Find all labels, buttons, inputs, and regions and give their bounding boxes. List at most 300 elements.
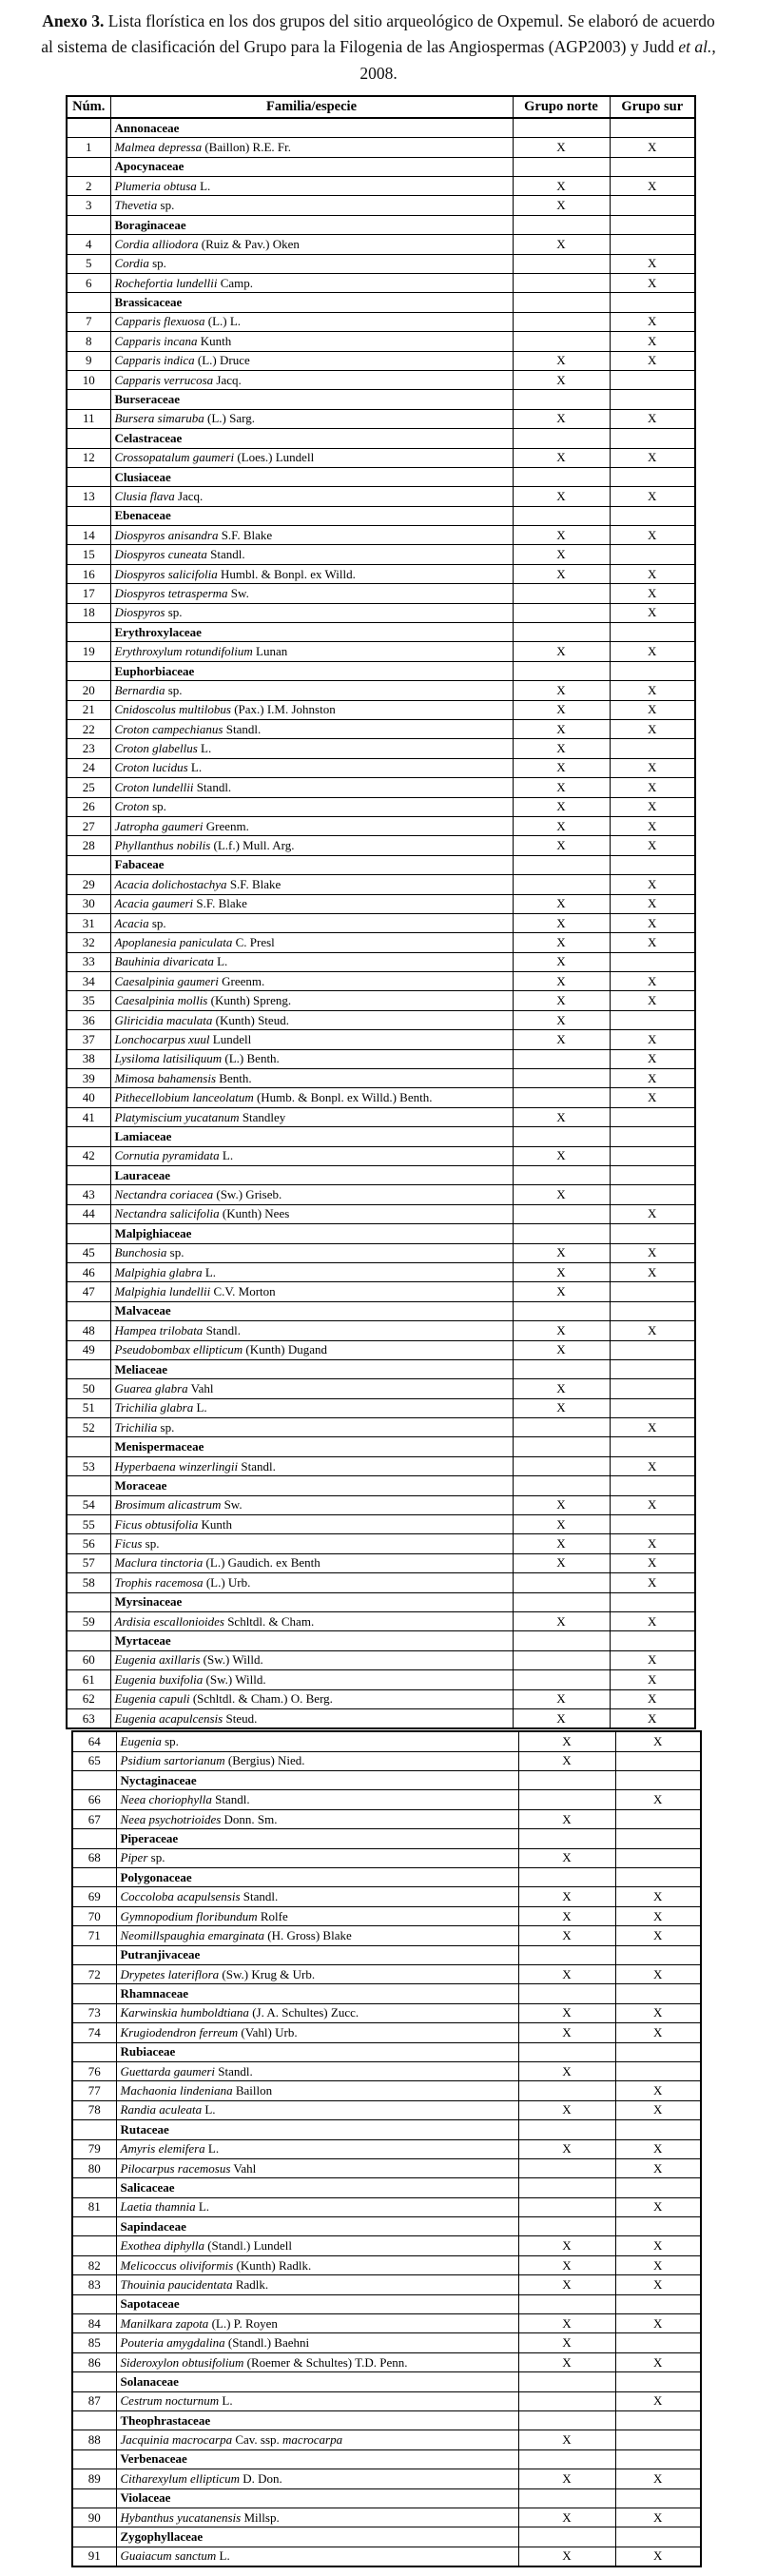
grupo-sur-cell: X — [610, 642, 695, 661]
species-row — [72, 1887, 701, 1906]
species-name: Eugenia capuli (Schltdl. & Cham.) O. Berg. — [110, 1689, 513, 1708]
family-row — [67, 1359, 695, 1378]
grupo-sur-cell: X — [610, 972, 695, 991]
species-row — [72, 1926, 701, 1945]
grupo-sur-cell: X — [610, 1456, 695, 1475]
species-row — [67, 1708, 695, 1728]
grupo-norte-cell — [513, 1127, 610, 1146]
species-name: Phyllanthus nobilis (L.f.) Mull. Arg. — [110, 836, 513, 855]
num-cell: 58 — [67, 1573, 110, 1592]
species-row — [67, 875, 695, 894]
num-cell: 60 — [67, 1650, 110, 1669]
num-cell — [67, 429, 110, 448]
grupo-sur-cell — [610, 1631, 695, 1650]
grupo-norte-cell: X — [518, 1848, 615, 1867]
species-name: Bauhinia divaricata L. — [110, 952, 513, 971]
grupo-sur-cell: X — [610, 1553, 695, 1572]
num-cell: 6 — [67, 274, 110, 293]
grupo-sur-cell — [615, 2061, 701, 2080]
grupo-sur-cell — [615, 1809, 701, 1828]
species-name: Eugenia acapulcensis Steud. — [110, 1708, 513, 1728]
family-row — [72, 2042, 701, 2061]
species-row — [67, 952, 695, 971]
grupo-norte-cell: X — [513, 1611, 610, 1630]
species-row — [72, 2352, 701, 2371]
species-name: Hampea trilobata Standl. — [110, 1321, 513, 1340]
family-name: Menispermaceae — [110, 1437, 513, 1456]
grupo-norte-cell: X — [513, 1321, 610, 1340]
grupo-sur-cell — [610, 1127, 695, 1146]
species-name: Guettarda gaumeri Standl. — [116, 2061, 518, 2080]
num-cell: 56 — [67, 1534, 110, 1553]
num-cell: 81 — [72, 2197, 116, 2216]
grupo-norte-cell — [513, 254, 610, 273]
grupo-norte-cell: X — [513, 545, 610, 564]
num-cell — [67, 1359, 110, 1378]
grupo-sur-cell — [615, 1945, 701, 1964]
col-grupo-sur: Grupo sur — [610, 96, 695, 118]
species-row — [67, 1262, 695, 1281]
grupo-sur-cell: X — [610, 1611, 695, 1630]
species-row — [67, 1010, 695, 1029]
num-cell — [67, 1592, 110, 1611]
family-row — [67, 1437, 695, 1456]
grupo-sur-cell — [610, 855, 695, 874]
num-cell: 50 — [67, 1379, 110, 1398]
grupo-norte-cell — [513, 875, 610, 894]
num-cell: 76 — [72, 2061, 116, 2080]
species-row — [67, 1107, 695, 1126]
grupo-norte-cell — [518, 1771, 615, 1790]
grupo-norte-cell: X — [513, 739, 610, 758]
num-cell: 1 — [67, 138, 110, 157]
family-row — [67, 506, 695, 525]
species-name: Pouteria amygdalina (Standl.) Baehni — [116, 2333, 518, 2352]
num-cell — [67, 661, 110, 680]
family-row — [67, 623, 695, 642]
grupo-norte-cell: X — [513, 681, 610, 700]
grupo-sur-cell — [610, 1340, 695, 1359]
species-row — [72, 2547, 701, 2566]
grupo-norte-cell: X — [518, 1906, 615, 1925]
grupo-norte-cell — [513, 506, 610, 525]
species-row — [67, 254, 695, 273]
header-row — [67, 96, 695, 118]
grupo-norte-cell: X — [513, 564, 610, 583]
grupo-norte-cell: X — [513, 351, 610, 370]
species-name: Crossopatalum gaumeri (Loes.) Lundell — [110, 448, 513, 467]
num-cell — [67, 1437, 110, 1456]
grupo-sur-cell — [615, 2217, 701, 2236]
num-cell: 39 — [67, 1069, 110, 1088]
num-cell: 78 — [72, 2100, 116, 2119]
grupo-sur-cell — [610, 196, 695, 215]
num-cell: 49 — [67, 1340, 110, 1359]
species-name: Clusia flava Jacq. — [110, 487, 513, 506]
num-cell: 23 — [67, 739, 110, 758]
grupo-sur-cell — [615, 2372, 701, 2391]
family-name: Ebenaceae — [110, 506, 513, 525]
family-row — [67, 1631, 695, 1650]
species-row — [67, 1321, 695, 1340]
species-row — [67, 1398, 695, 1417]
species-row — [67, 1379, 695, 1398]
num-cell: 59 — [67, 1611, 110, 1630]
floristic-table-container — [0, 87, 757, 2567]
num-cell: 44 — [67, 1204, 110, 1223]
num-cell — [67, 1224, 110, 1243]
grupo-sur-cell: X — [610, 312, 695, 331]
num-cell: 4 — [67, 235, 110, 254]
family-row — [67, 1476, 695, 1495]
num-cell: 19 — [67, 642, 110, 661]
grupo-sur-cell: X — [610, 720, 695, 739]
grupo-sur-cell — [610, 157, 695, 176]
grupo-sur-cell — [610, 1301, 695, 1320]
species-row — [67, 564, 695, 583]
grupo-sur-cell: X — [615, 2081, 701, 2100]
num-cell: 42 — [67, 1146, 110, 1165]
grupo-sur-cell: X — [610, 1670, 695, 1689]
grupo-norte-cell: X — [518, 2061, 615, 2080]
family-name: Violaceae — [116, 2488, 518, 2508]
species-name: Erythroxylum rotundifolium Lunan — [110, 642, 513, 661]
species-row — [67, 1495, 695, 1514]
num-cell — [72, 1771, 116, 1790]
num-cell: 40 — [67, 1088, 110, 1107]
family-name: Nyctaginaceae — [116, 1771, 518, 1790]
grupo-norte-cell: X — [518, 2275, 615, 2294]
grupo-norte-cell — [513, 1631, 610, 1650]
grupo-norte-cell — [518, 1945, 615, 1964]
num-cell: 85 — [72, 2333, 116, 2352]
grupo-sur-cell — [615, 2488, 701, 2508]
species-name: Malpighia lundellii C.V. Morton — [110, 1282, 513, 1301]
grupo-sur-cell: X — [615, 2197, 701, 2216]
grupo-sur-cell: X — [610, 1262, 695, 1281]
num-cell: 89 — [72, 2469, 116, 2488]
grupo-norte-cell: X — [513, 816, 610, 835]
species-row — [67, 972, 695, 991]
family-row — [67, 429, 695, 448]
num-cell: 72 — [72, 1965, 116, 1984]
species-name: Manilkara zapota (L.) P. Royen — [116, 2314, 518, 2333]
species-name: Amyris elemifera L. — [116, 2139, 518, 2158]
species-row — [72, 2081, 701, 2100]
grupo-norte-cell: X — [513, 138, 610, 157]
num-cell — [67, 1631, 110, 1650]
grupo-norte-cell: X — [513, 778, 610, 797]
grupo-sur-cell: X — [610, 836, 695, 855]
grupo-sur-cell — [615, 2410, 701, 2430]
grupo-norte-cell: X — [513, 758, 610, 777]
num-cell: 37 — [67, 1030, 110, 1049]
species-row — [67, 1185, 695, 1204]
num-cell — [67, 467, 110, 486]
num-cell: 15 — [67, 545, 110, 564]
grupo-norte-cell — [513, 623, 610, 642]
grupo-sur-cell — [610, 623, 695, 642]
species-row — [67, 1515, 695, 1534]
num-cell: 33 — [67, 952, 110, 971]
num-cell — [72, 2488, 116, 2508]
species-row — [67, 312, 695, 331]
family-name: Lauraceae — [110, 1165, 513, 1184]
family-name: Myrsinaceae — [110, 1592, 513, 1611]
family-name: Apocynaceae — [110, 157, 513, 176]
grupo-sur-cell: X — [610, 1708, 695, 1728]
num-cell: 66 — [72, 1790, 116, 1809]
grupo-norte-cell: X — [518, 1809, 615, 1828]
species-name: Plumeria obtusa L. — [110, 177, 513, 196]
species-name: Bernardia sp. — [110, 681, 513, 700]
grupo-sur-cell: X — [615, 2003, 701, 2022]
species-name: Malpighia glabra L. — [110, 1262, 513, 1281]
grupo-sur-cell: X — [610, 274, 695, 293]
species-name: Diospyros salicifolia Humbl. & Bonpl. ex Willd. — [110, 564, 513, 583]
grupo-sur-cell — [610, 1437, 695, 1456]
family-name: Rutaceae — [116, 2120, 518, 2139]
grupo-sur-cell: X — [610, 351, 695, 370]
species-name: Trichilia sp. — [110, 1418, 513, 1437]
grupo-sur-cell — [610, 215, 695, 234]
family-row — [72, 2120, 701, 2139]
col-familia-especie: Familia/especie — [110, 96, 513, 118]
num-cell: 3 — [67, 196, 110, 215]
col-num: Núm. — [67, 96, 110, 118]
num-cell: 82 — [72, 2255, 116, 2274]
num-cell — [72, 1984, 116, 2003]
grupo-norte-cell: X — [513, 487, 610, 506]
grupo-norte-cell — [513, 274, 610, 293]
species-name: Jacquinia macrocarpa Cav. ssp. macrocarpa — [116, 2430, 518, 2449]
species-row — [72, 1751, 701, 1770]
num-cell: 83 — [72, 2275, 116, 2294]
grupo-sur-cell — [615, 2449, 701, 2469]
grupo-norte-cell: X — [518, 2352, 615, 2371]
title-year: , 2008. — [359, 37, 716, 83]
grupo-norte-cell: X — [513, 1495, 610, 1514]
num-cell: 22 — [67, 720, 110, 739]
species-name: Jatropha gaumeri Greenm. — [110, 816, 513, 835]
grupo-norte-cell — [513, 1437, 610, 1456]
species-row — [72, 2314, 701, 2333]
num-cell: 53 — [67, 1456, 110, 1475]
grupo-norte-cell — [513, 1224, 610, 1243]
grupo-sur-cell: X — [610, 1049, 695, 1068]
num-cell: 54 — [67, 1495, 110, 1514]
num-cell: 90 — [72, 2508, 116, 2527]
species-name: Croton lucidus L. — [110, 758, 513, 777]
species-name: Croton sp. — [110, 797, 513, 816]
grupo-norte-cell: X — [513, 1689, 610, 1708]
num-cell: 86 — [72, 2352, 116, 2371]
grupo-norte-cell: X — [513, 1534, 610, 1553]
grupo-norte-cell: X — [513, 1146, 610, 1165]
grupo-sur-cell: X — [615, 1926, 701, 1945]
grupo-norte-cell: X — [518, 2003, 615, 2022]
grupo-norte-cell — [513, 1650, 610, 1669]
grupo-norte-cell — [518, 2120, 615, 2139]
grupo-norte-cell — [513, 312, 610, 331]
grupo-sur-cell — [615, 1771, 701, 1790]
family-name: Meliaceae — [110, 1359, 513, 1378]
grupo-norte-cell — [513, 429, 610, 448]
grupo-norte-cell — [513, 1359, 610, 1378]
species-name: Laetia thamnia L. — [116, 2197, 518, 2216]
num-cell: 51 — [67, 1398, 110, 1417]
grupo-sur-cell: X — [615, 2236, 701, 2255]
grupo-norte-cell: X — [513, 177, 610, 196]
species-row — [67, 138, 695, 157]
species-name: Croton campechianus Standl. — [110, 720, 513, 739]
grupo-norte-cell: X — [513, 1553, 610, 1572]
species-name: Randia aculeata L. — [116, 2100, 518, 2119]
num-cell: 73 — [72, 2003, 116, 2022]
grupo-sur-cell: X — [615, 1731, 701, 1751]
num-cell — [72, 2178, 116, 2197]
family-row — [67, 1224, 695, 1243]
species-name: Capparis incana Kunth — [110, 332, 513, 351]
species-row — [67, 758, 695, 777]
num-cell: 34 — [67, 972, 110, 991]
family-row — [67, 157, 695, 176]
num-cell: 61 — [67, 1670, 110, 1689]
grupo-norte-cell — [513, 1088, 610, 1107]
family-row — [72, 2294, 701, 2313]
species-name: Thouinia paucidentata Radlk. — [116, 2275, 518, 2294]
species-row — [67, 720, 695, 739]
family-name: Celastraceae — [110, 429, 513, 448]
species-name: Rochefortia lundellii Camp. — [110, 274, 513, 293]
family-row — [72, 2449, 701, 2469]
grupo-norte-cell: X — [513, 952, 610, 971]
family-name: Lamiaceae — [110, 1127, 513, 1146]
species-name: Ficus sp. — [110, 1534, 513, 1553]
grupo-sur-cell: X — [610, 797, 695, 816]
grupo-norte-cell: X — [513, 235, 610, 254]
num-cell: 74 — [72, 2023, 116, 2042]
grupo-sur-cell: X — [615, 2100, 701, 2119]
species-row — [67, 409, 695, 428]
species-row — [72, 2333, 701, 2352]
family-row — [72, 1771, 701, 1790]
num-cell: 62 — [67, 1689, 110, 1708]
grupo-norte-cell: X — [518, 2255, 615, 2274]
family-name: Piperaceae — [116, 1829, 518, 1848]
species-name: Machaonia lindeniana Baillon — [116, 2081, 518, 2100]
grupo-sur-cell: X — [610, 758, 695, 777]
num-cell: 25 — [67, 778, 110, 797]
num-cell: 24 — [67, 758, 110, 777]
grupo-norte-cell — [513, 1204, 610, 1223]
grupo-sur-cell — [610, 370, 695, 389]
title-etal: et al. — [678, 37, 712, 57]
species-name: Malmea depressa (Baillon) R.E. Fr. — [110, 138, 513, 157]
grupo-sur-cell: X — [610, 1030, 695, 1049]
grupo-norte-cell — [518, 2527, 615, 2547]
species-name: Platymiscium yucatanum Standley — [110, 1107, 513, 1126]
grupo-sur-cell — [615, 2120, 701, 2139]
grupo-sur-cell — [615, 2527, 701, 2547]
num-cell — [67, 118, 110, 138]
grupo-norte-cell — [518, 1829, 615, 1848]
num-cell: 29 — [67, 875, 110, 894]
grupo-sur-cell — [615, 1868, 701, 1887]
num-cell: 35 — [67, 991, 110, 1010]
grupo-sur-cell — [610, 739, 695, 758]
grupo-sur-cell — [615, 2042, 701, 2061]
grupo-norte-cell: X — [513, 1185, 610, 1204]
grupo-sur-cell: X — [610, 526, 695, 545]
num-cell: 55 — [67, 1515, 110, 1534]
grupo-norte-cell: X — [513, 1379, 610, 1398]
family-name: Fabaceae — [110, 855, 513, 874]
family-row — [67, 1165, 695, 1184]
family-row — [72, 1984, 701, 2003]
species-row — [67, 1456, 695, 1475]
family-row — [72, 1945, 701, 1964]
family-name: Theophrastaceae — [116, 2410, 518, 2430]
grupo-sur-cell — [610, 467, 695, 486]
grupo-norte-cell: X — [513, 1340, 610, 1359]
num-cell: 52 — [67, 1418, 110, 1437]
grupo-norte-cell: X — [513, 1282, 610, 1301]
grupo-sur-cell: X — [615, 2255, 701, 2274]
grupo-sur-cell: X — [610, 177, 695, 196]
species-row — [67, 1049, 695, 1068]
grupo-sur-cell — [610, 1282, 695, 1301]
grupo-norte-cell — [518, 2217, 615, 2236]
num-cell: 30 — [67, 894, 110, 913]
num-cell: 10 — [67, 370, 110, 389]
grupo-sur-cell: X — [610, 1689, 695, 1708]
species-row — [67, 1418, 695, 1437]
grupo-norte-cell — [518, 2410, 615, 2430]
grupo-sur-cell — [610, 1107, 695, 1126]
num-cell — [67, 855, 110, 874]
family-name: Malvaceae — [110, 1301, 513, 1320]
grupo-norte-cell: X — [513, 448, 610, 467]
species-name: Piper sp. — [116, 1848, 518, 1867]
num-cell: 9 — [67, 351, 110, 370]
species-row — [67, 991, 695, 1010]
grupo-sur-cell: X — [610, 1321, 695, 1340]
species-name: Guarea glabra Vahl — [110, 1379, 513, 1398]
species-row — [67, 351, 695, 370]
grupo-norte-cell: X — [513, 409, 610, 428]
family-name: Rhamnaceae — [116, 1984, 518, 2003]
grupo-norte-cell — [518, 2081, 615, 2100]
grupo-norte-cell — [513, 1165, 610, 1184]
species-name: Gliricidia maculata (Kunth) Steud. — [110, 1010, 513, 1029]
species-name: Diospyros anisandra S.F. Blake — [110, 526, 513, 545]
grupo-sur-cell: X — [610, 1204, 695, 1223]
species-row — [67, 235, 695, 254]
num-cell: 41 — [67, 1107, 110, 1126]
species-row — [67, 913, 695, 932]
grupo-norte-cell — [518, 2042, 615, 2061]
family-row — [67, 1127, 695, 1146]
grupo-sur-cell: X — [610, 1069, 695, 1088]
species-row — [67, 545, 695, 564]
family-row — [72, 2488, 701, 2508]
family-name: Solanaceae — [116, 2372, 518, 2391]
family-name: Sapindaceae — [116, 2217, 518, 2236]
grupo-norte-cell — [518, 1790, 615, 1809]
grupo-norte-cell: X — [513, 894, 610, 913]
grupo-sur-cell — [610, 1398, 695, 1417]
